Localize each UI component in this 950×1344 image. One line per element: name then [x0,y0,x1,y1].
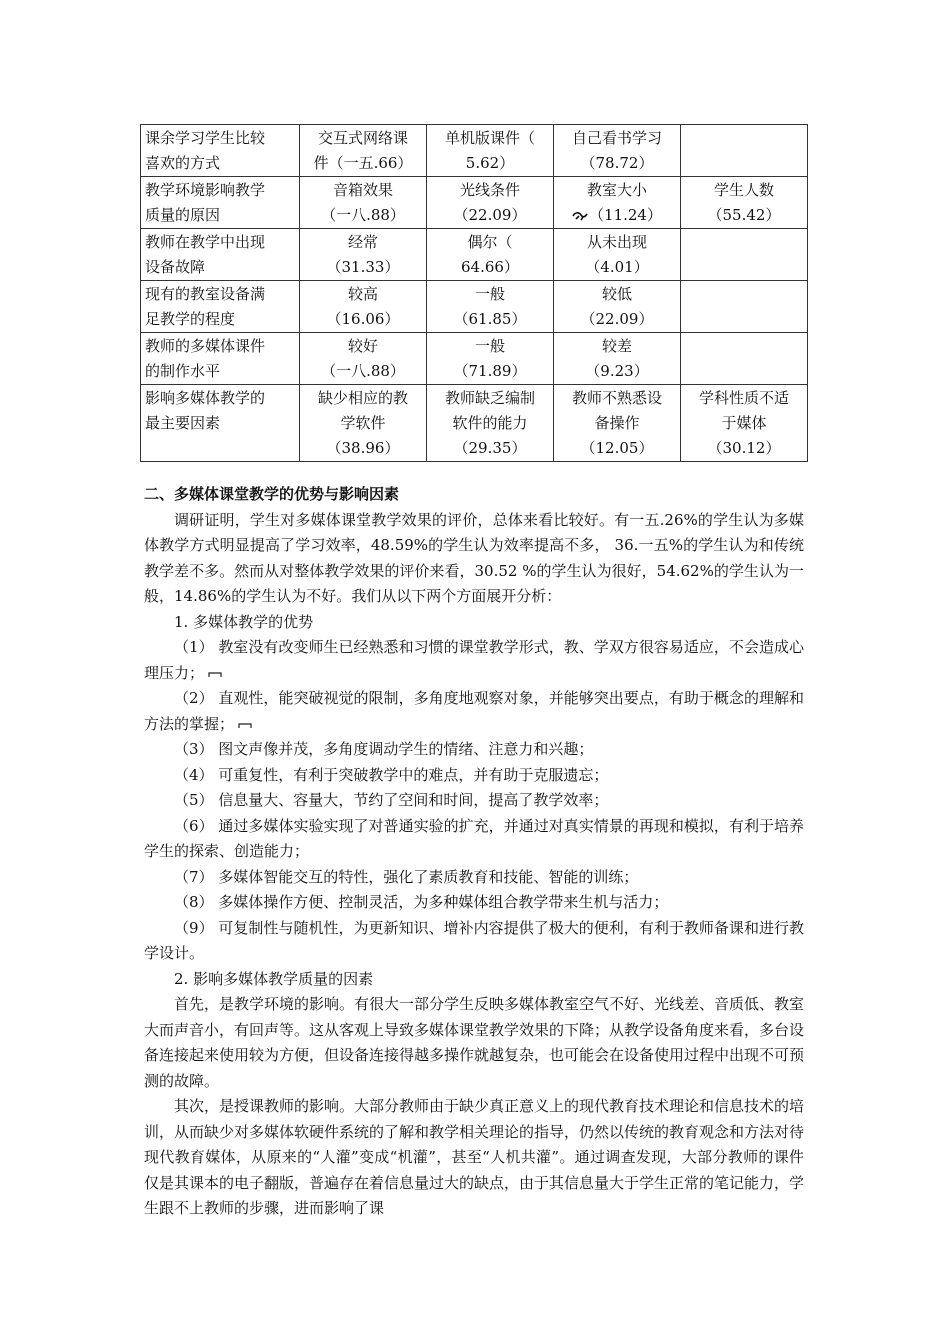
option-text: （55.42） [707,206,781,224]
empty-cell [681,333,808,385]
question-text: 的制作水平 [145,362,221,380]
option-cell [681,177,808,229]
question-cell [141,333,300,385]
empty-cell [681,281,808,333]
advantage-item-8: （8） 多媒体操作方便、控制灵活，为多种媒体组合教学带来生机与活力； [174,893,669,911]
option-text: （78.72） [580,154,654,172]
advantage-item-3: （3） 图文声像并茂，多角度调动学生的情绪、注意力和兴趣； [174,740,594,758]
question-cell [141,281,300,333]
question-cell [141,177,300,229]
question-text: 现有的教室设备满 [145,285,266,303]
advantage-item-9: （9） 可复制性与随机性，为更新知识、增补内容提供了极大的便利，有利于教师备课和进行教学设计。 [144,918,804,962]
option-text: 于媒体 [721,414,767,432]
option-text: 较差 [601,337,632,355]
option-cell [681,385,808,462]
option-text: 件（一五.66） [313,154,413,172]
option-text: （一八.88） [321,206,405,224]
option-text: （一八.88） [321,362,405,380]
question-text: 教师的多媒体课件 [145,337,266,355]
table-row [141,177,808,229]
question-cell [141,229,300,281]
advantage-item-1: （1） 教室没有改变师生已经熟悉和习惯的课堂教学形式，教、学双方很容易适应，不会造成心理压力； [144,638,804,682]
question-text: 教学环境影响教学 [145,181,266,199]
option-text: 64.66） [461,258,519,276]
option-text: 偶尔（ [467,233,513,251]
subheading-advantages: 1. 多媒体教学的优势 [174,612,314,631]
question-text: 课余学习学生比较 [145,129,266,147]
option-text: 教室大小 [586,181,647,199]
advantage-item-4: （4） 可重复性，有利于突破教学中的难点，并有助于克服遗忘； [174,765,609,784]
option-cell [554,177,681,229]
option-text: （16.06） [326,310,400,328]
option-text: 教师缺乏编制 [444,389,535,407]
option-cell [554,229,681,281]
option-cell [300,177,427,229]
subheading-factors: 2. 影响多媒体教学质量的因素 [174,969,374,988]
empty-cell [681,125,808,177]
doodle-icon [572,211,588,221]
option-text: （29.35） [453,439,527,457]
option-cell [300,229,427,281]
option-text: （4.01） [585,258,649,276]
survey-table-body [141,125,808,462]
option-cell [300,333,427,385]
question-text: 喜欢的方式 [145,154,221,172]
option-text: 一般 [474,285,505,303]
question-text: 质量的原因 [145,206,221,224]
option-cell [300,385,427,462]
option-cell [427,281,554,333]
option-text: 备操作 [594,414,640,432]
paragraph-environment: 首先，是教学环境的影响。有很大一部分学生反映多媒体教室空气不好、光线差、音质低、教室大而声音小，有回声等。这从客观上导致多媒体课堂教学效果的下降；从教学设备角度来看，多台设备连接起来使用较为方便，但设备连接得越多操作就越复杂，也可能会在设备使用过程中出现不可预测的故障。 [144,995,805,1090]
option-text: （61.85） [453,310,527,328]
option-text: （22.09） [453,206,527,224]
section-heading: 二、多媒体课堂教学的优势与影响因素 [144,485,400,503]
option-text: 交互式网络课 [317,129,408,147]
option-value: （11.24） [589,206,662,224]
option-cell [427,125,554,177]
table-row [141,281,808,333]
edit-mark-icon [238,721,252,729]
option-text: 音箱效果 [332,181,393,199]
option-cell [427,385,554,462]
option-text: 经常 [347,233,378,251]
option-text: 较高 [347,285,378,303]
option-cell [427,229,554,281]
advantage-item-5: （5） 信息量大、容量大，节约了空间和时间，提高了教学效率； [174,791,609,809]
option-text: 学生人数 [713,181,774,199]
option-text: 学软件 [340,414,386,432]
option-text: （71.89） [453,362,527,380]
option-cell [300,125,427,177]
option-text: 从未出现 [586,233,647,251]
option-text: （31.33） [326,258,400,276]
option-text: （12.05） [580,439,654,457]
option-text: 较好 [347,337,378,355]
option-text: （9.23） [585,362,649,380]
advantage-item-2: （2） 直观性，能突破视觉的限制，多角度地观察对象，并能够突出要点，有助于概念的理解和方法的掌握； [144,689,804,733]
option-cell [554,125,681,177]
option-text: 自己看书学习 [571,129,662,147]
advantage-item-7: （7） 多媒体智能交互的特性，强化了素质教育和技能、智能的训练； [174,867,639,886]
option-text: 一般 [474,337,505,355]
option-cell [300,281,427,333]
option-text [558,203,676,228]
option-cell [427,177,554,229]
advantage-item-6: （6） 通过多媒体实验实现了对普通实验的扩充，并通过对真实情景的再现和模拟，有利于培养学生的探索、创造能力； [144,816,804,860]
question-text: 教师在教学中出现 [145,233,266,251]
option-text: 学科性质不适 [698,389,789,407]
question-cell [141,385,300,462]
table-row [141,125,808,177]
edit-mark-icon [208,670,222,678]
option-cell [554,385,681,462]
option-text: 光线条件 [459,181,520,199]
option-text: （38.96） [326,439,400,457]
table-row [141,229,808,281]
empty-cell [681,229,808,281]
table-row [141,333,808,385]
question-cell [141,125,300,177]
survey-table [140,124,808,462]
option-cell [427,333,554,385]
option-text: 较低 [601,285,632,303]
question-text: 最主要因素 [145,414,221,432]
option-text: 单机版课件（ [444,129,535,147]
option-text: （30.12） [707,439,781,457]
option-text: 5.62） [465,154,515,172]
option-text: 缺少相应的教 [317,389,408,407]
table-row [141,385,808,462]
option-cell [554,281,681,333]
body-text [144,482,804,1222]
paragraph-teacher: 其次，是授课教师的影响。大部分教师由于缺少真正意义上的现代教育技术理论和信息技术的培训，从而缺少对多媒体软硬件系统的了解和教学相关理论的指导，仍然以传统的教育观念和方法对待现代教育媒体，从原来的“人灌”变成“机灌”，甚至“人机共灌”。通过调查发现，大部分教师的课件仅是其课本的电子翻版，普遍存在着信息量过大的缺点，由于其信息量大于学生正常的笔记能力，学生跟不上教师的步骤，进而影响了课 [144,1097,805,1217]
option-text: （22.09） [580,310,654,328]
option-text: 软件的能力 [452,414,528,432]
question-text: 设备故障 [145,258,206,276]
option-text: 教师不熟悉设 [571,389,662,407]
question-text: 影响多媒体教学的 [145,389,266,407]
option-cell [554,333,681,385]
intro-paragraph: 调研证明，学生对多媒体课堂教学效果的评价，总体来看比较好。有一五.26%的学生认为多媒体教学方式明显提高了学习效率，48.59%的学生认为效率提高不多， 36.一五%的学生认为和传统教学差不多。然而从对整体教学效果的评价来看，30.52 %的学生认为很好，54.62%的学生认为一般，14.86%的学生认为不好。我们从以下两个方面展开分析： [144,510,804,605]
question-text: 足教学的程度 [145,310,236,328]
